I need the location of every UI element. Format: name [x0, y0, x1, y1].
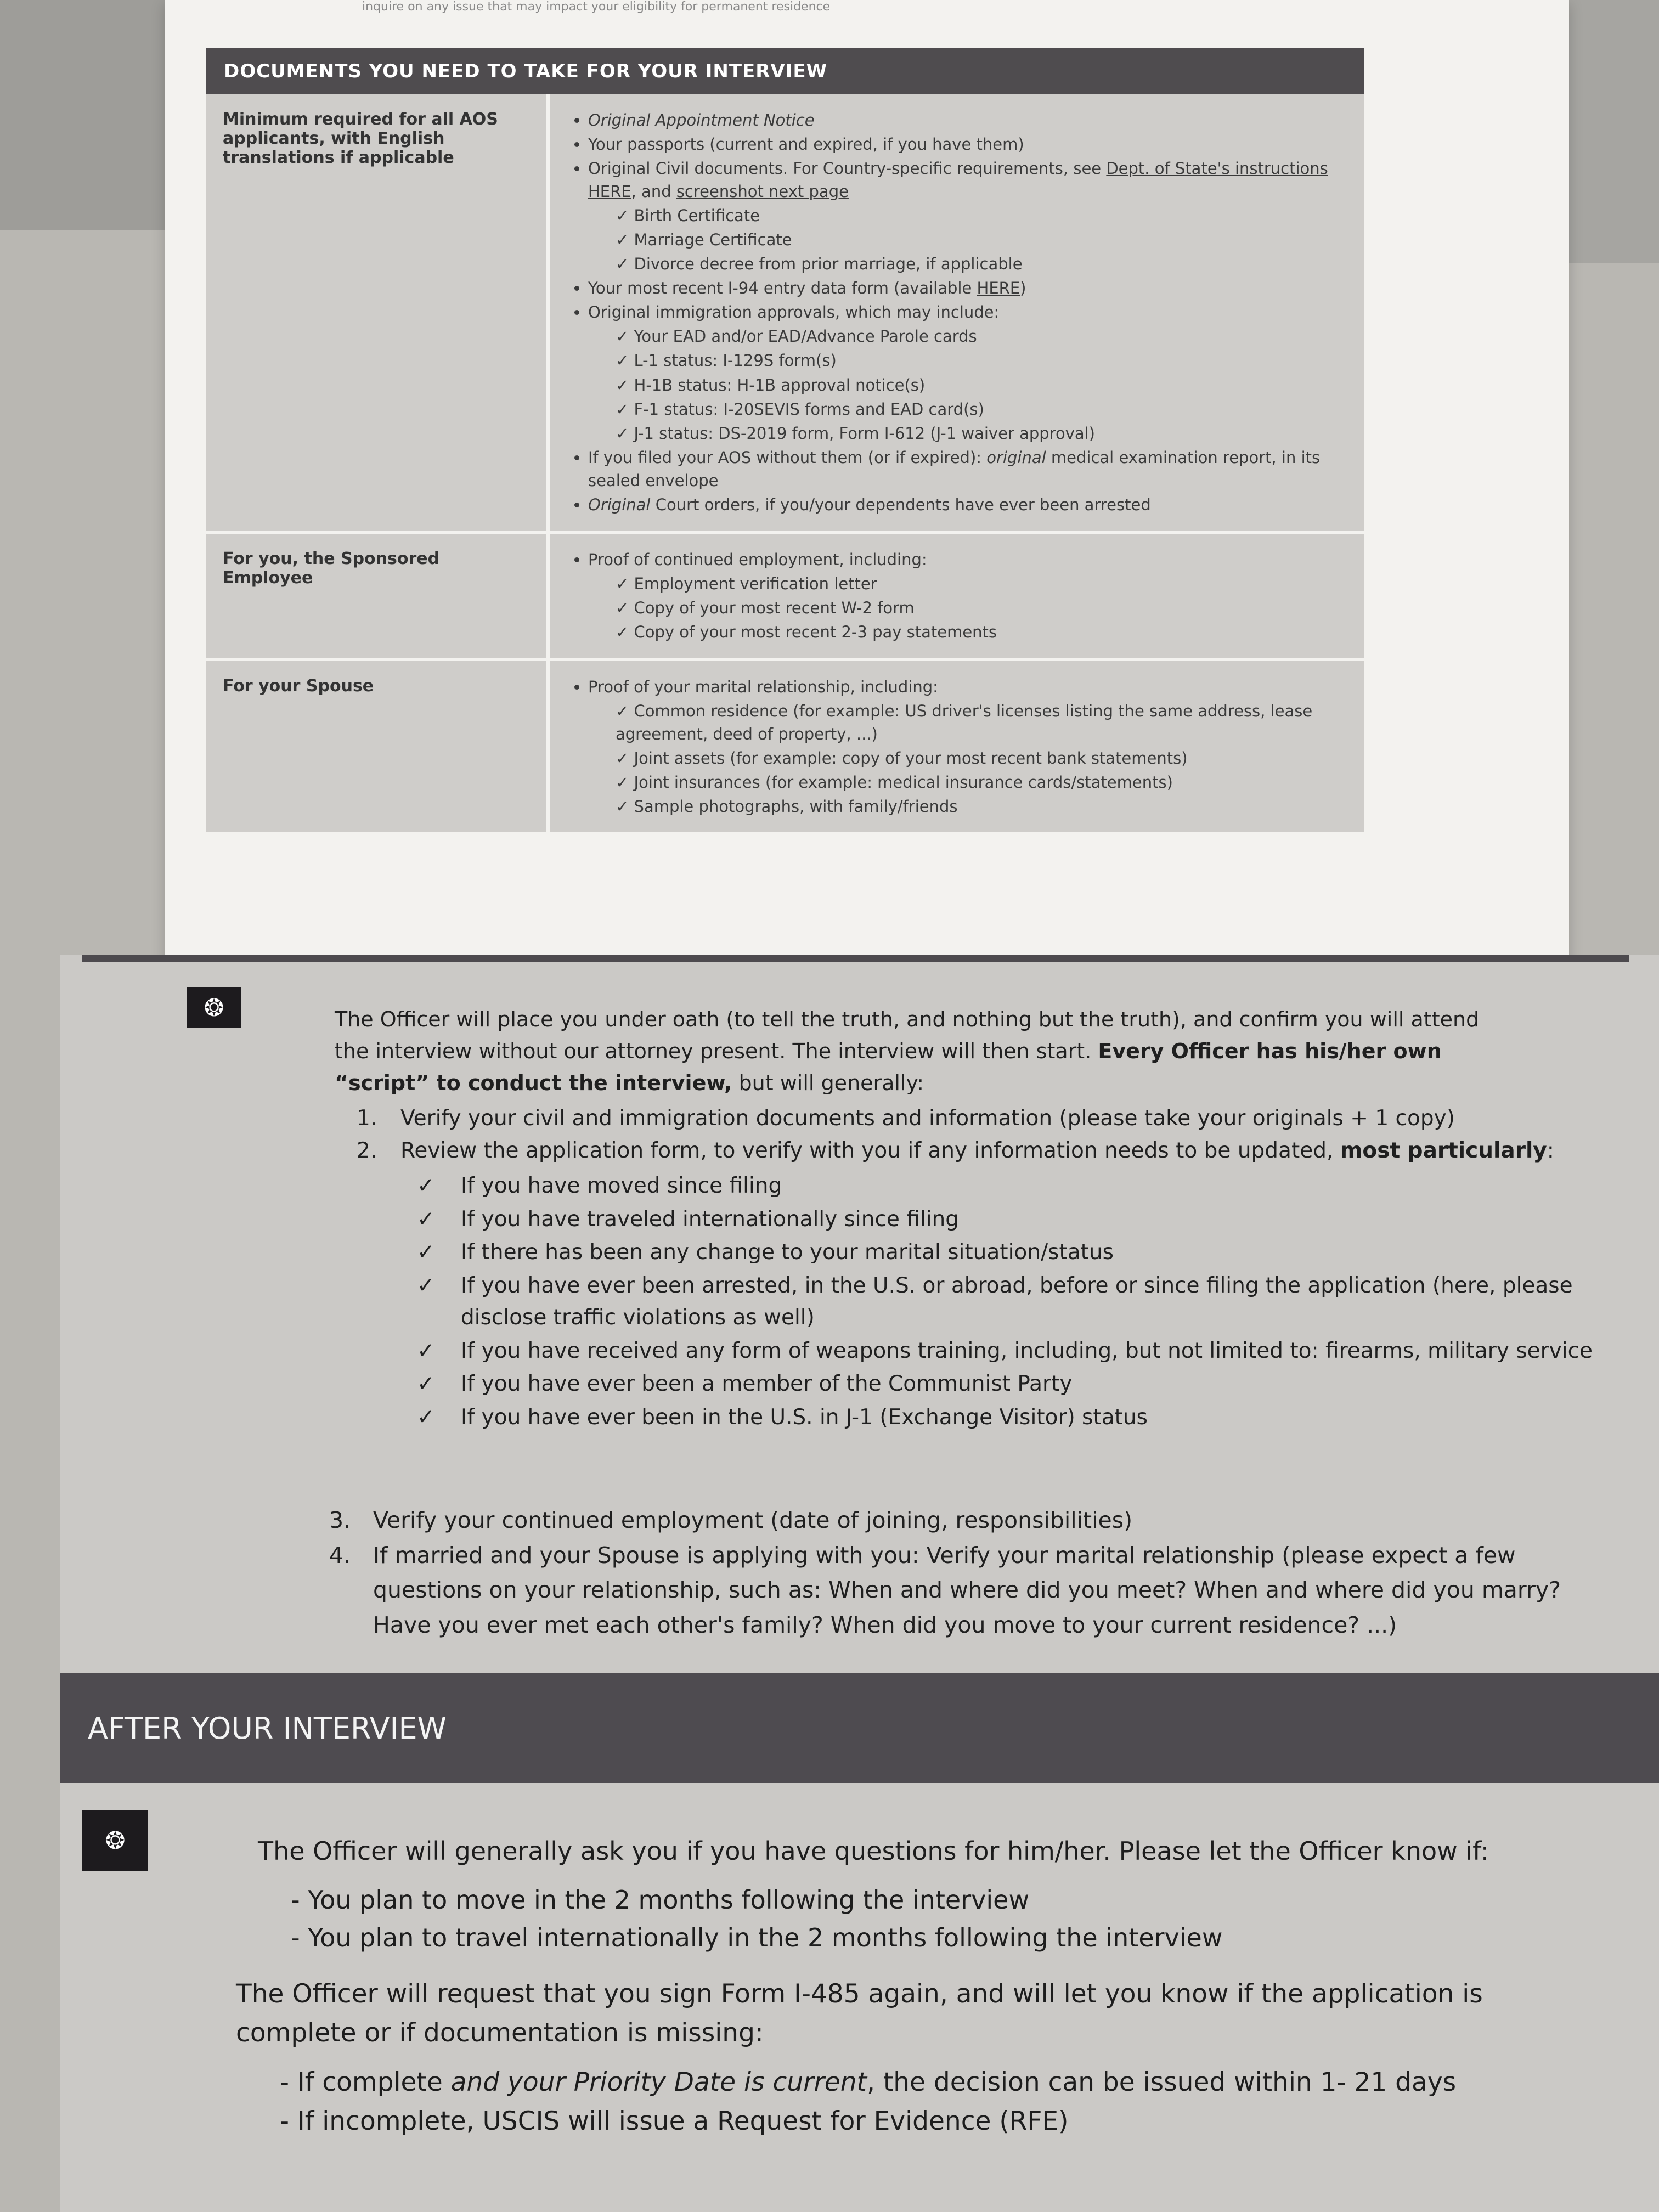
medical-text-end: medical examination report, in its sealed envelope [588, 448, 1321, 490]
list-item: - If incomplete, USCIS will issue a Request for Evidence (RFE) [280, 2102, 1607, 2141]
bottom-sheet [60, 955, 1659, 2212]
list-item: - You plan to travel internationally in the 2 months following the interview [291, 1919, 1575, 1957]
list-item: ✓ Marriage Certificate [616, 228, 1347, 251]
medical-text: If you filed your AOS without them (or if expired): [588, 448, 987, 467]
medical-italic: original [986, 448, 1046, 467]
list-item [417, 1204, 1629, 1236]
court-italic: Original [588, 495, 651, 514]
section-divider [82, 955, 1629, 962]
check-icon: ✓ [417, 1173, 435, 1198]
list-item [417, 1402, 1629, 1434]
list-item: ✓ Joint insurances (for example: medical insurance cards/statements) [616, 771, 1347, 794]
list-item [588, 446, 1347, 492]
interview-intro [335, 1004, 1487, 1099]
row-label: For your Spouse [206, 661, 550, 832]
check-text: If you have received any form of weapons training, including, but not limited to: firearms, military service [461, 1338, 1593, 1363]
list-item: ✓ Your EAD and/or EAD/Advance Parole cards [616, 325, 1347, 348]
check-text: If you have traveled internationally since filing [461, 1206, 960, 1232]
after-intro-text: The Officer will generally ask you if you have questions for him/her. Please let the Officer know if: [258, 1836, 1489, 1866]
complete-text-end: , the decision can be issued within 1- 21 days [866, 2067, 1457, 2097]
list-item [417, 1368, 1629, 1401]
list-item: ✓ Joint assets (for example: copy of your most recent bank statements) [616, 747, 1347, 770]
list-item: ✓ H-1B status: H-1B approval notice(s) [616, 374, 1347, 397]
row-content [550, 534, 1364, 658]
list-item [417, 1170, 1629, 1203]
list-item [588, 157, 1347, 275]
decision-text: The Officer will request that you sign Form I-485 again, and will let you know if the application is complete or if documentation is missing: [236, 1979, 1483, 2048]
check-text: If there has been any change to your marital situation/status [461, 1240, 1114, 1265]
interview-steps [357, 1103, 1629, 1437]
list-item [588, 276, 1347, 300]
cut-off-header-text: inquire on any issue that may impact your eligibility for permanent residence [362, 0, 831, 14]
step2-text: Review the application form, to verify with you if any information needs to be updated, [400, 1138, 1340, 1163]
approvals-text: Original immigration approvals, which may include: [588, 303, 1000, 322]
list-item [417, 1270, 1629, 1334]
list-item: ✓ Copy of your most recent W-2 form [616, 596, 1347, 619]
step-item [357, 1135, 1629, 1167]
step-item [329, 1538, 1591, 1643]
list-item [588, 301, 1347, 444]
decision-list [280, 2063, 1607, 2141]
check-icon: ✓ [417, 1338, 435, 1363]
after-list [291, 1881, 1575, 1957]
dhs-seal-icon: ❂ [82, 1810, 148, 1871]
complete-text: If complete [297, 2067, 451, 2097]
step-item [329, 1503, 1591, 1538]
check-icon: ✓ [417, 1372, 435, 1396]
list-item: ✓ Birth Certificate [616, 204, 1347, 227]
step-item [357, 1103, 1629, 1135]
check-text: If you have ever been a member of the Communist Party [461, 1372, 1073, 1396]
check-icon: ✓ [417, 1240, 435, 1265]
list-item: ✓ F-1 status: I-20SEVIS forms and EAD card(s) [616, 398, 1347, 421]
step-text [400, 1135, 1554, 1167]
step-number: 1. [357, 1106, 377, 1131]
table-row [206, 534, 1364, 661]
list-item: • Original Appointment Notice [588, 109, 1347, 132]
row-content [550, 661, 1364, 832]
list-item: ✓ Sample photographs, with family/friends [616, 795, 1347, 818]
top-sheet [165, 0, 1569, 971]
list-item: ✓ Common residence (for example: US driver's licenses listing the same address, lease agreement, deed of property, ...) [616, 699, 1347, 746]
i94-text: Your most recent I-94 entry data form (available [588, 279, 977, 298]
check-text: If you have ever been in the U.S. in J-1 (Exchange Visitor) status [461, 1404, 1148, 1430]
list-item [280, 2063, 1607, 2102]
list-item: ✓ Employment verification letter [616, 572, 1347, 595]
marital-text: Proof of your marital relationship, including: [588, 677, 938, 696]
step-number: 4. [329, 1542, 351, 1568]
list-item: ✓ Copy of your most recent 2-3 pay statements [616, 620, 1347, 644]
step2-bold: most particularly [1340, 1138, 1547, 1163]
dept-state-link[interactable]: Dept. of State's instructions HERE [588, 159, 1328, 201]
after-decision [236, 1975, 1607, 2141]
check-icon: ✓ [417, 1273, 435, 1298]
check-text: If you have moved since filing [461, 1173, 782, 1198]
list-item: ✓ Divorce decree from prior marriage, if applicable [616, 252, 1347, 275]
list-item: ✓ L-1 status: I-129S form(s) [616, 349, 1347, 372]
row-content [550, 94, 1364, 531]
check-icon: ✓ [417, 1404, 435, 1430]
step-text: Verify your continued employment (date of joining, responsibilities) [373, 1507, 1133, 1533]
step-number: 3. [329, 1507, 351, 1533]
list-item [417, 1237, 1629, 1269]
step-text: Verify your civil and immigration documents and information (please take your originals + 1 copy) [400, 1106, 1455, 1131]
complete-italic: and your Priority Date is current [450, 2067, 867, 2097]
interview-steps-continued [329, 1503, 1591, 1643]
documents-table [206, 48, 1364, 836]
screenshot-link[interactable]: screenshot next page [676, 182, 849, 201]
i94-link[interactable]: HERE [977, 279, 1020, 298]
court-text: Court orders, if you/your dependents have ever been arrested [650, 495, 1151, 514]
table-title: DOCUMENTS YOU NEED TO TAKE FOR YOUR INTERVIEW [206, 48, 1364, 94]
intro-text: The Officer will place you under oath (to tell the truth, and nothing but the truth), and confirm you will attend the interview without our attorney present. The interview will then start. [335, 1007, 1480, 1063]
checklist [417, 1170, 1629, 1434]
intro-bold: Every Officer has his/her own “script” to conduct the interview, [335, 1039, 1442, 1095]
conjunction-text: , and [631, 182, 676, 201]
row-label: For you, the Sponsored Employee [206, 534, 550, 658]
background-laptop [0, 0, 187, 230]
list-item [588, 548, 1347, 644]
table-row [206, 661, 1364, 836]
check-icon: ✓ [417, 1206, 435, 1232]
list-item: - You plan to move in the 2 months following the interview [291, 1881, 1575, 1919]
civil-docs-text: Original Civil documents. For Country-specific requirements, see [588, 159, 1107, 178]
check-text: If you have ever been arrested, in the U.S. or abroad, before or since filing the application (here, please disclose traffic violations as well) [461, 1273, 1573, 1330]
after-interview-heading: AFTER YOUR INTERVIEW [60, 1673, 1659, 1783]
intro-text-end: but will generally: [732, 1070, 924, 1095]
list-item: • Your passports (current and expired, if you have them) [588, 133, 1347, 156]
list-item [588, 675, 1347, 818]
i94-text-end: ) [1020, 279, 1026, 298]
row-label: Minimum required for all AOS applicants, with English translations if applicable [206, 94, 550, 531]
dhs-seal-icon: ❂ [187, 988, 241, 1028]
employment-text: Proof of continued employment, including: [588, 550, 927, 569]
list-item [588, 493, 1347, 516]
list-item [417, 1335, 1629, 1368]
table-row [206, 94, 1364, 534]
step2-colon: : [1547, 1138, 1554, 1163]
step-number: 2. [357, 1138, 377, 1163]
step-text: If married and your Spouse is applying with you: Verify your marital relationship (please expect a few questions on your relationship, such as: When and where did you meet? When and where did you marry? Have you ever met each other's family? When did you move to your current residence? ...) [373, 1542, 1561, 1638]
after-intro [258, 1832, 1575, 1957]
list-item: ✓ J-1 status: DS-2019 form, Form I-612 (J-1 waiver approval) [616, 422, 1347, 445]
